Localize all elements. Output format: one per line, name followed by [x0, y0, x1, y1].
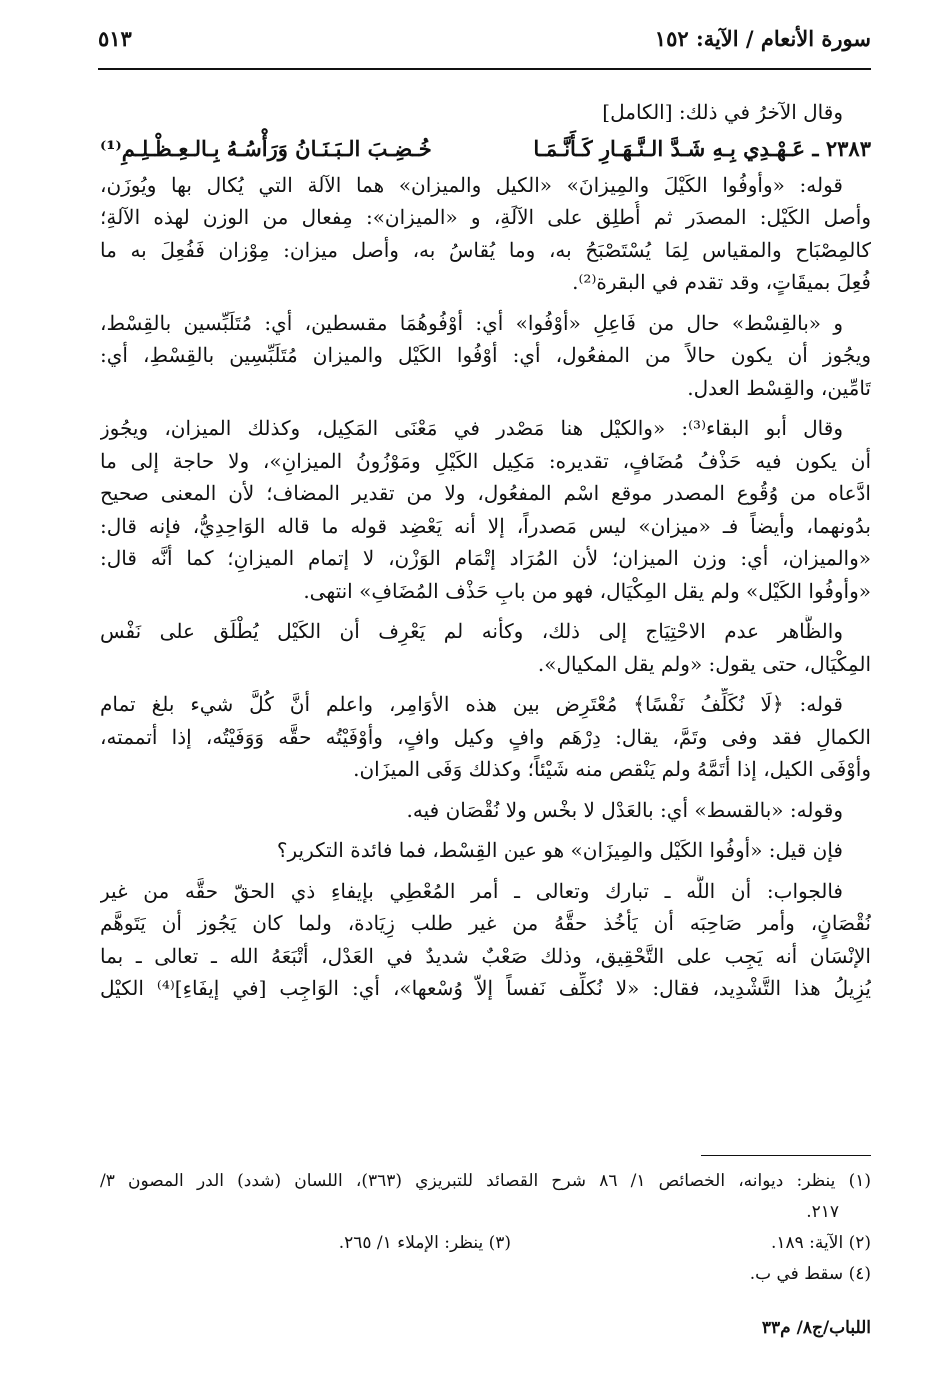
footnote-1-continued: ٢١٧. — [806, 1202, 839, 1222]
text-line: وأوْفَى الكيل، إذا أتَمَّهُ ولم يَنْقص منه شَيْئاً؛ وكذلك وَفَى الميزَان. — [353, 757, 871, 781]
page-number: ٥١٣ — [98, 26, 132, 51]
text-line: أن يكون فيه حَذْفُ مُضَافٍ، تقديره: مَكِيل الكَيْلِ ومَوْزُونُ الميزانِ»، ولا حاجة إلى ما — [100, 448, 871, 473]
text-line: بدُونهما، وأيضاً فـ «ميزان» ليس مَصدراً، إلا أنه يَعْضِد قوله ما قاله الوَاحِدِيُّ، فإنه قال: — [100, 513, 871, 538]
footnote-separator — [701, 1155, 871, 1156]
footnote-2: (٢) الآية: ١٨٩. — [770, 1233, 871, 1253]
footnote-3: (٣) ينظر: الإملاء ١/ ٢٦٥. — [338, 1233, 511, 1253]
text-line: فالجواب: أن اللَّه ـ تبارك وتعالى ـ أمر المُعْطِي بإيفاءِ ذي الحقّ حقَّه من غير — [100, 878, 843, 903]
text-line: فإن قيل: «أوفُوا الكَيْل والمِيزَان» هو عين القِسْط، فما فائدة التكرير؟ — [276, 838, 843, 862]
text-line: ادَّعاه من وُقُوع المصدر موقع اسْم المفعُول، ولا من تقدير المضاف؛ لأن المعنى صحيح — [100, 481, 871, 505]
footnote-1: (١) ينظر: ديوانه، الخصائص ١/ ٨٦ شرح القصائد للتبريزي (٣٦٣)، اللسان (شدد) الدر المصون ٣/ — [100, 1171, 871, 1191]
text-line: تَامِّين، والقِسْط العدل. — [687, 375, 871, 400]
text-line: يُزِيلُ هذا التَّشْدِيد، فقال: «لا نُكلِّف نَفساً إلاّ وُسْعها»، أي: الوَاجِب [في إيفَاءِ]⁽⁴⁾ الكيْل — [100, 976, 871, 1000]
page-header — [98, 26, 871, 70]
header-rule — [98, 68, 871, 70]
printer-signature: اللباب/ج٨/ م٣٣ — [761, 1318, 871, 1338]
text-line: فُعِلَ بميقَاتٍ، وقد تقدم في البقرة⁽²⁾. — [572, 270, 871, 294]
text-line: و «بالقِسْط» حال من فَاعِلِ «أوْفُوا» أي: أوْفُوهُمَا مقسطين، أي: مُتَلَبِّسين بالقِسْط، — [100, 310, 843, 335]
footnote-row — [100, 1228, 871, 1259]
text-line: وأصل الكَيْل: المصدَر ثم أُطلِق على الآلَةِ، و «الميزان»: مِفعال من الوزن لهذه الآلةِ؛ — [100, 205, 871, 229]
text-line: المِكْيَال، حتى يقول: «ولم يقل المكيال». — [537, 651, 871, 676]
text-line: قوله: ﴿لَا نُكَلِّفُ نَفْسًا﴾ مُعْتَرِض بين هذه الأوَامِر، واعلم أنَّ كُلَّ شيء بلغ تمام — [100, 692, 843, 716]
text-line: كالمِصْبَاح والمقياس لِمَا يُسْتَصْبَحُ به، وما يُقاسُ به، وأصل ميزان: مِوْزان فَفُعِلَ به ما — [100, 237, 871, 262]
text-line: نُقْصَانٍ، وأمر صَاحِبَه أن يَأخُذ حقَّهُ من غير طلب زِيَادة، ولما كان يَجُوز أن يَتَوهَّم — [100, 911, 871, 935]
text-line: قوله: «وأوفُوا الكَيْلَ والمِيزانَ» «الكيل والميزان» هما الآلة التي يُكال بها ويُوزَن، — [100, 172, 843, 197]
footnotes — [100, 1166, 871, 1290]
text-line: الكمالِ فقد وفى وتَمَّ، يقال: دِرْهَم وافٍ وكيل وافٍ، وأوْفَيْتُه حقَّه وَوَفَيْتُه، إذا أتممته، — [100, 724, 871, 749]
text-line: والظَّاهر عدم الاحْتِيَاج إلى ذلك، وكأنه لم يَعْرِف أن الكَيْل يُطْلَق على نَفْس — [100, 619, 843, 643]
text-line: وقال أبو البقاء⁽³⁾: «والكيْل هنا مَصْدر في مَعْنَى المَكِيل، وكذلك الميزان، ويجُوز — [100, 416, 843, 440]
verse-second-hemistich: خُـضِـبَ الـبَـنَـانُ وَرَأْسُـهُ بِـالـعِـظْـلِـمِ⁽¹⁾ — [100, 135, 432, 161]
text-line: «والميزان، أي: وزن الميزان؛ لأن المُرَاد إتْمَام الوَزْن، لا إتمام الميزانِ؛ كما أنَّه قال: — [100, 546, 871, 570]
verse-intro: وقال الآخرُ في ذلك: [الكامل] — [602, 100, 843, 124]
footnote-4: (٤) سقط في ب. — [749, 1264, 871, 1284]
text-line: ويجُوز أن يكون حالاً من المفعُول، أي: أوْفُوا الكَيْل والميزان مُتَلَبِّسِين بالقِسْطِ، أي: — [100, 343, 871, 367]
running-title: سورة الأنعام / الآية: ١٥٢ — [654, 26, 871, 51]
verse-first-hemistich: ٢٣٨٣ ـ عَـهْـدِي بِـهِ شَـدَّ الـنَّـهَـارِ كَـأَنَّـمَـا — [533, 135, 871, 161]
main-text — [100, 96, 871, 1005]
poetry-verse — [100, 129, 871, 169]
text-line: «وأوفُوا الكَيْل» ولم يقل المِكْيَال، فهو من بابِ حَذْف المُضَافِ» انتهى. — [303, 578, 871, 603]
text-line: الإنْسَان أنه يَجِب على التَّحْقِيق، وذلك صَعْبٌ شديدٌ في العَدْل، أتْبَعَهُ الله ـ تعالى ـ بما — [100, 943, 871, 968]
text-line: وقوله: «بالقسط» أي: بالعَدْل لا بخْس ولا نُقْصَان فيه. — [406, 797, 843, 822]
